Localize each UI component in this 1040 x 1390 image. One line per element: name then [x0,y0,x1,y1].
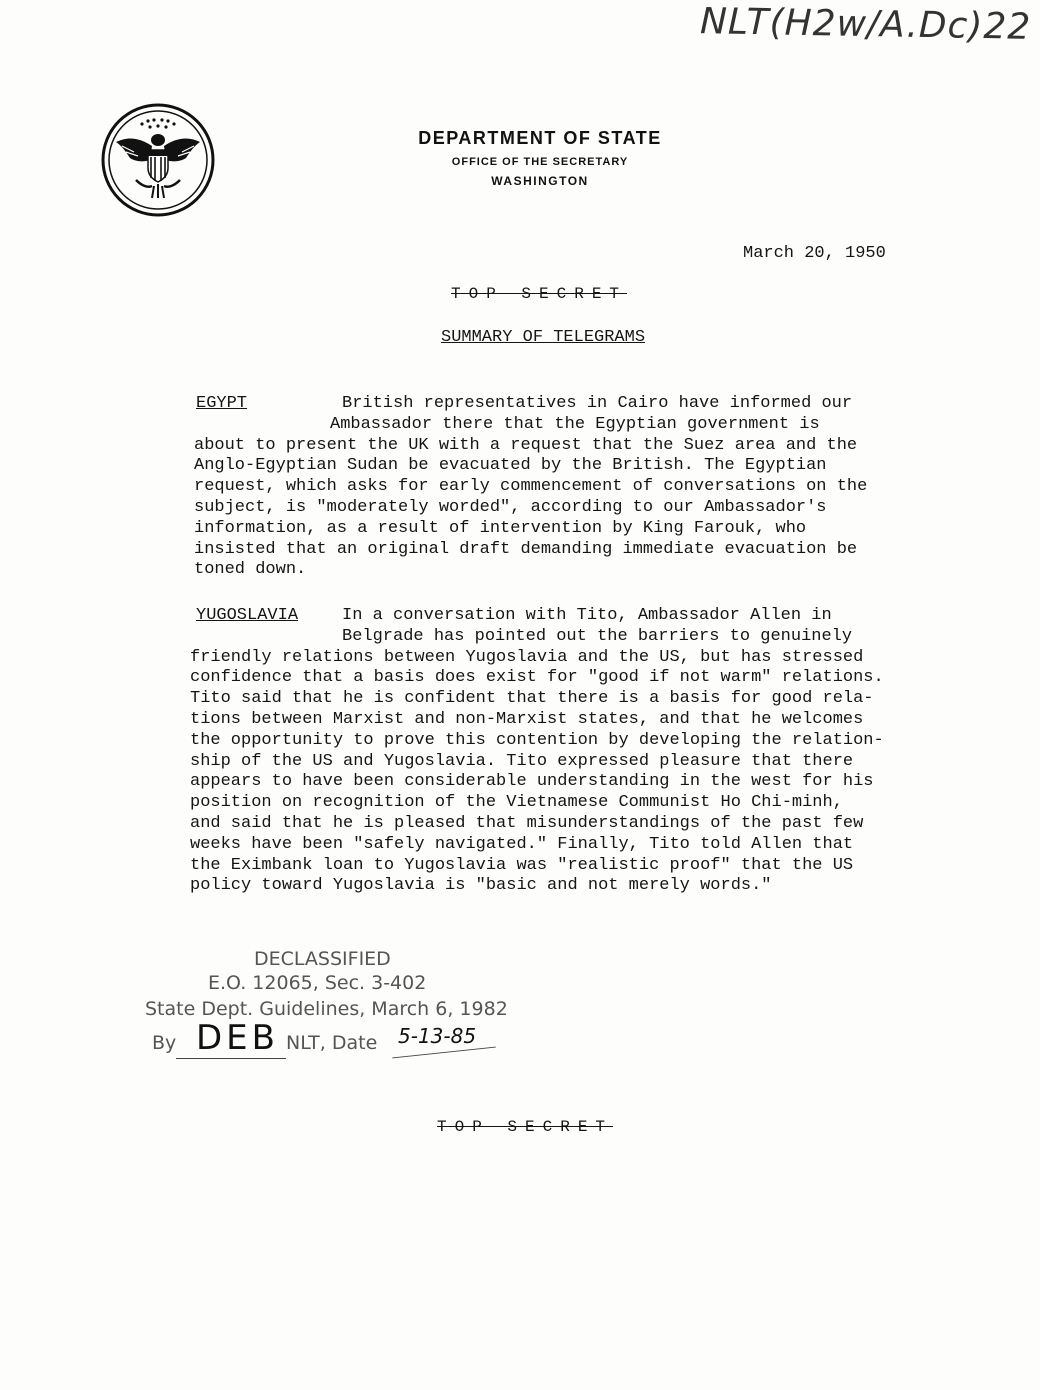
document-date: March 20, 1950 [743,244,886,263]
department-seal-icon [100,102,216,218]
body-line: insisted that an original draft demanding immediate evacuation be [194,539,858,559]
declassified-stamp-by-row [152,1018,572,1064]
handwritten-date: 5-13-85 [398,1024,477,1048]
body-line: friendly relations between Yugoslavia and the US, but has stressed [190,647,864,667]
body-line: confidence that a basis does exist for "good if not warm" relations. [190,668,884,688]
body-line: toned down. [194,560,307,580]
body-line: Ambassador there that the Egyptian government is [330,414,820,434]
declassified-stamp-eo: E.O. 12065, Sec. 3-402 [208,972,427,994]
city-name: WASHINGTON [491,174,589,188]
body-line: In a conversation with Tito, Ambassador Allen in [342,606,832,625]
by-label: By [152,1032,177,1054]
section-egypt [194,394,914,581]
body-line: British representatives in Cairo have informed our [342,394,853,413]
classification-bottom: TOP SECRET [437,1118,614,1136]
handwritten-reference: NLT(H2w/A.Dc)22 [699,1,1032,48]
section-body [190,606,930,897]
body-line: ship of the US and Yugoslavia. Tito expressed pleasure that there [190,751,854,771]
department-header [340,128,740,188]
body-line: Anglo-Egyptian Sudan be evacuated by the British. The Egyptian [194,456,827,476]
office-name: OFFICE OF THE SECRETARY [451,156,629,168]
body-line: policy toward Yugoslavia is "basic and not merely words." [190,876,772,896]
by-underline [176,1058,286,1059]
body-line: subject, is "moderately worded", according to our Ambassador's [194,497,827,517]
department-name: DEPARTMENT OF STATE [418,128,662,148]
document-title: SUMMARY OF TELEGRAMS [441,328,646,347]
body-line: position on recognition of the Vietnamese Communist Ho Chi-minh, [190,793,843,813]
classification-top: TOP SECRET [451,285,628,303]
declassified-stamp-guidelines: State Dept. Guidelines, March 6, 1982 [145,998,508,1020]
body-line: appears to have been considerable understanding in the west for his [190,772,874,792]
section-body [194,394,914,581]
body-line: Belgrade has pointed out the barriers to genuinely [342,626,853,646]
date-underline [392,1047,496,1059]
handwritten-initials: DEB [196,1018,279,1058]
body-line: request, which asks for early commencement of conversations on the [194,477,868,497]
body-line: information, as a result of intervention by King Farouk, who [194,518,807,538]
nlt-date-label: NLT, Date [286,1032,378,1054]
body-line: the Eximbank loan to Yugoslavia was "realistic proof" that the US [190,855,854,875]
section-heading: EGYPT [196,394,248,413]
body-line: the opportunity to prove this contention by developing the relation- [190,730,884,750]
body-line: about to present the UK with a request that the Suez area and the [194,435,858,455]
body-line: tions between Marxist and non-Marxist states, and that he welcomes [190,709,864,729]
body-line: Tito said that he is confident that there is a basis for good rela- [190,689,874,709]
declassified-stamp-title: DECLASSIFIED [254,948,391,970]
body-line: weeks have been "safely navigated." Finally, Tito told Allen that [190,834,854,854]
section-heading: YUGOSLAVIA [196,606,299,625]
section-yugoslavia [190,606,930,897]
body-line: and said that he is pleased that misunderstandings of the past few [190,813,864,833]
